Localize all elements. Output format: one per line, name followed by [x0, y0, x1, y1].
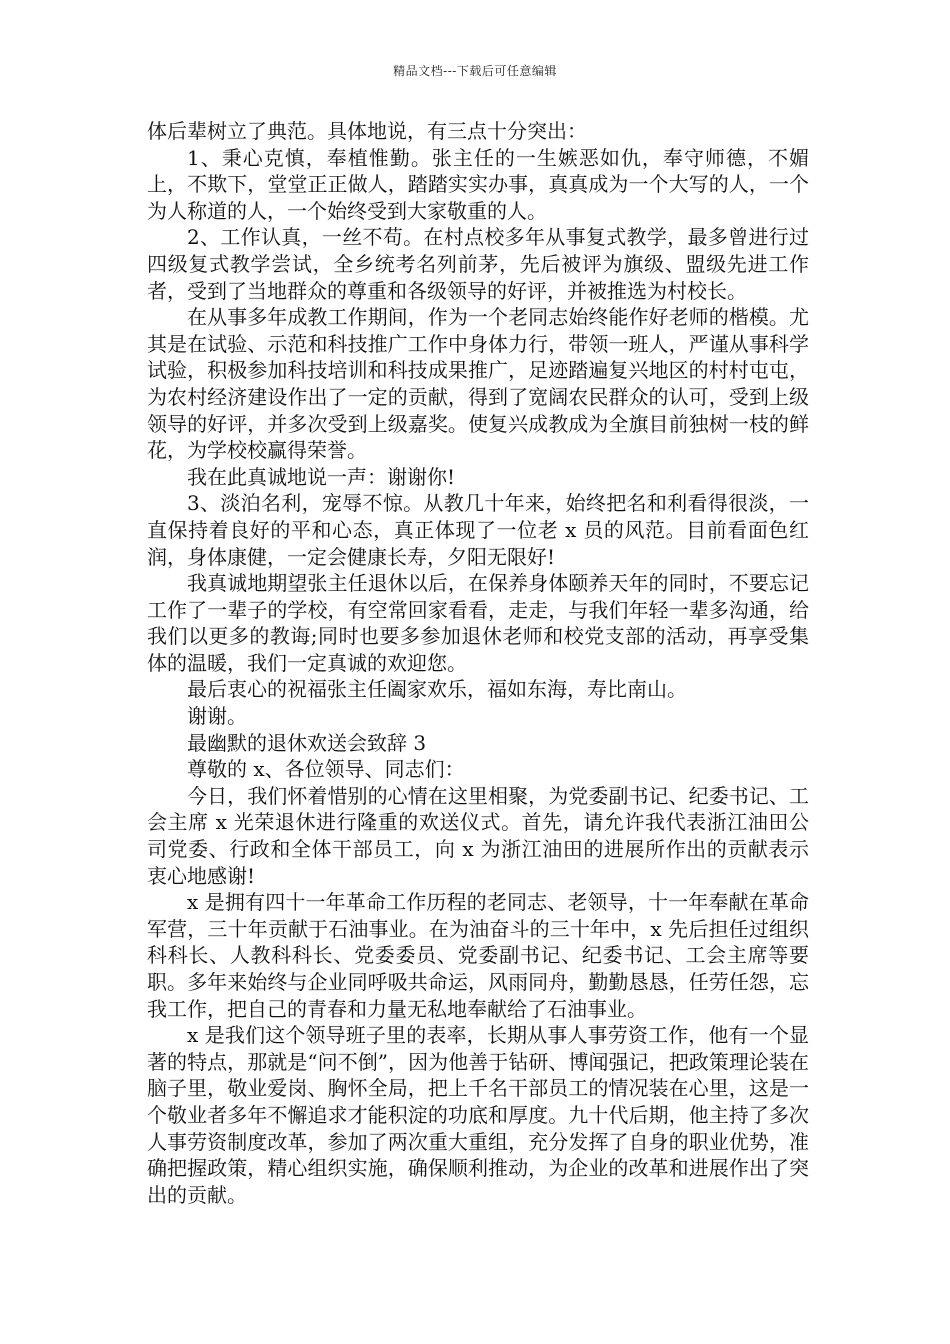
paragraph: 最后衷心的祝福张主任阖家欢乐，福如东海，寿比南山。 [187, 677, 687, 702]
paragraph: 2、工作认真，一丝不苟。在村点校多年从事复式教学，最多曾进行过四级复式教学尝试，全乡统考名列前茅，先后被评为旗级、盟级先进工作者，受到了当地群众的尊重和各级领导的好评，并被推选为村校长。 [147, 225, 809, 303]
paragraph: 体后辈树立了典范。具体地说，有三点十分突出： [147, 119, 587, 143]
paragraph: 我真诚地期望张主任退休以后，在保养身体颐养天年的同时，不要忘记工作了一辈子的学校，有空常回家看看，走走，与我们年轻一辈多沟通，给我们以更多的教诲;同时也要多参加退休老师和校党支部的活动，再享受集体的温暖，我们一定真诚的欢迎您。 [147, 571, 809, 675]
paragraph: 3、淡泊名利，宠辱不惊。从教几十年来，始终把名和利看得很淡，一直保持着良好的平和心态，真正体现了一位老 x 员的风范。目前看面色红润，身体康健，一定会健康长寿，夕阳无限好! [147, 491, 809, 569]
section-title: 最幽默的退休欢送会致辞 3 [187, 730, 427, 755]
paragraph: 今日，我们怀着惜别的心情在这里相聚，为党委副书记、纪委书记、工会主席 x 光荣退休进行隆重的欢送仪式。首先，请允许我代表浙江油田公司党委、行政和全体干部员工，向 x 为浙江油田的进展所作出的贡献表示衷心地感谢! [147, 783, 809, 888]
salutation: 尊敬的 x、各位领导、同志们： [187, 757, 465, 782]
paragraph: x 是我们这个领导班子里的表率，长期从事人事劳资工作，他有一个显著的特点，那就是“问不倒”，因为他善于钻研、博闻强记，把政策理论装在脑子里，敬业爱岗、胸怀全局，把上千名干部员工的情况装在心里，这是一个敬业者多年不懈追求才能积淀的功底和厚度。九十代后期，他主持了多次人事劳资制度改革，参加了两次重大重组，充分发挥了自身的职业优势，准确把握政策，精心组织实施，确保顺利推动，为企业的改革和进展作出了突出的贡献。 [147, 1023, 809, 1207]
paragraph: 1、秉心克慎，奉植惟勤。张主任的一生嫉恶如仇，奉守师德，不媚上，不欺下，堂堂正正做人，踏踏实实办事，真真成为一个大写的人，一个为人称道的人，一个始终受到大家敬重的人。 [147, 145, 809, 223]
paragraph: 在从事多年成教工作期间，作为一个老同志始终能作好老师的楷模。尤其是在试验、示范和科技推广工作中身体力行，带领一班人，严谨从事科学试验，积极参加科技培训和科技成果推广，足迹踏遍复兴地区的村村屯屯，为农村经济建设作出了一定的贡献，得到了宽阔农民群众的认可，受到上级领导的好评，并多次受到上级嘉奖。使复兴成教成为全旗目前独树一枝的鲜花，为学校校赢得荣誉。 [147, 305, 809, 463]
document-body [147, 118, 809, 1208]
page-header: 精品文档---下载后可任意编辑 [393, 64, 557, 78]
paragraph: 谢谢。 [187, 704, 247, 729]
paragraph: x 是拥有四十一年革命工作历程的老同志、老领导，十一年奉献在革命军营，三十年贡献于石油事业。在为油奋斗的三十年中，x 先后担任过组织科科长、人教科科长、党委委员、党委副书记、纪委书记、工会主席等要职。多年来始终与企业同呼吸共命运，风雨同舟，勤勤恳恳，任劳任怨，忘我工作，把自己的青春和力量无私地奉献给了石油事业。 [147, 890, 809, 1021]
paragraph: 我在此真诚地说一声：谢谢你! [187, 464, 456, 489]
